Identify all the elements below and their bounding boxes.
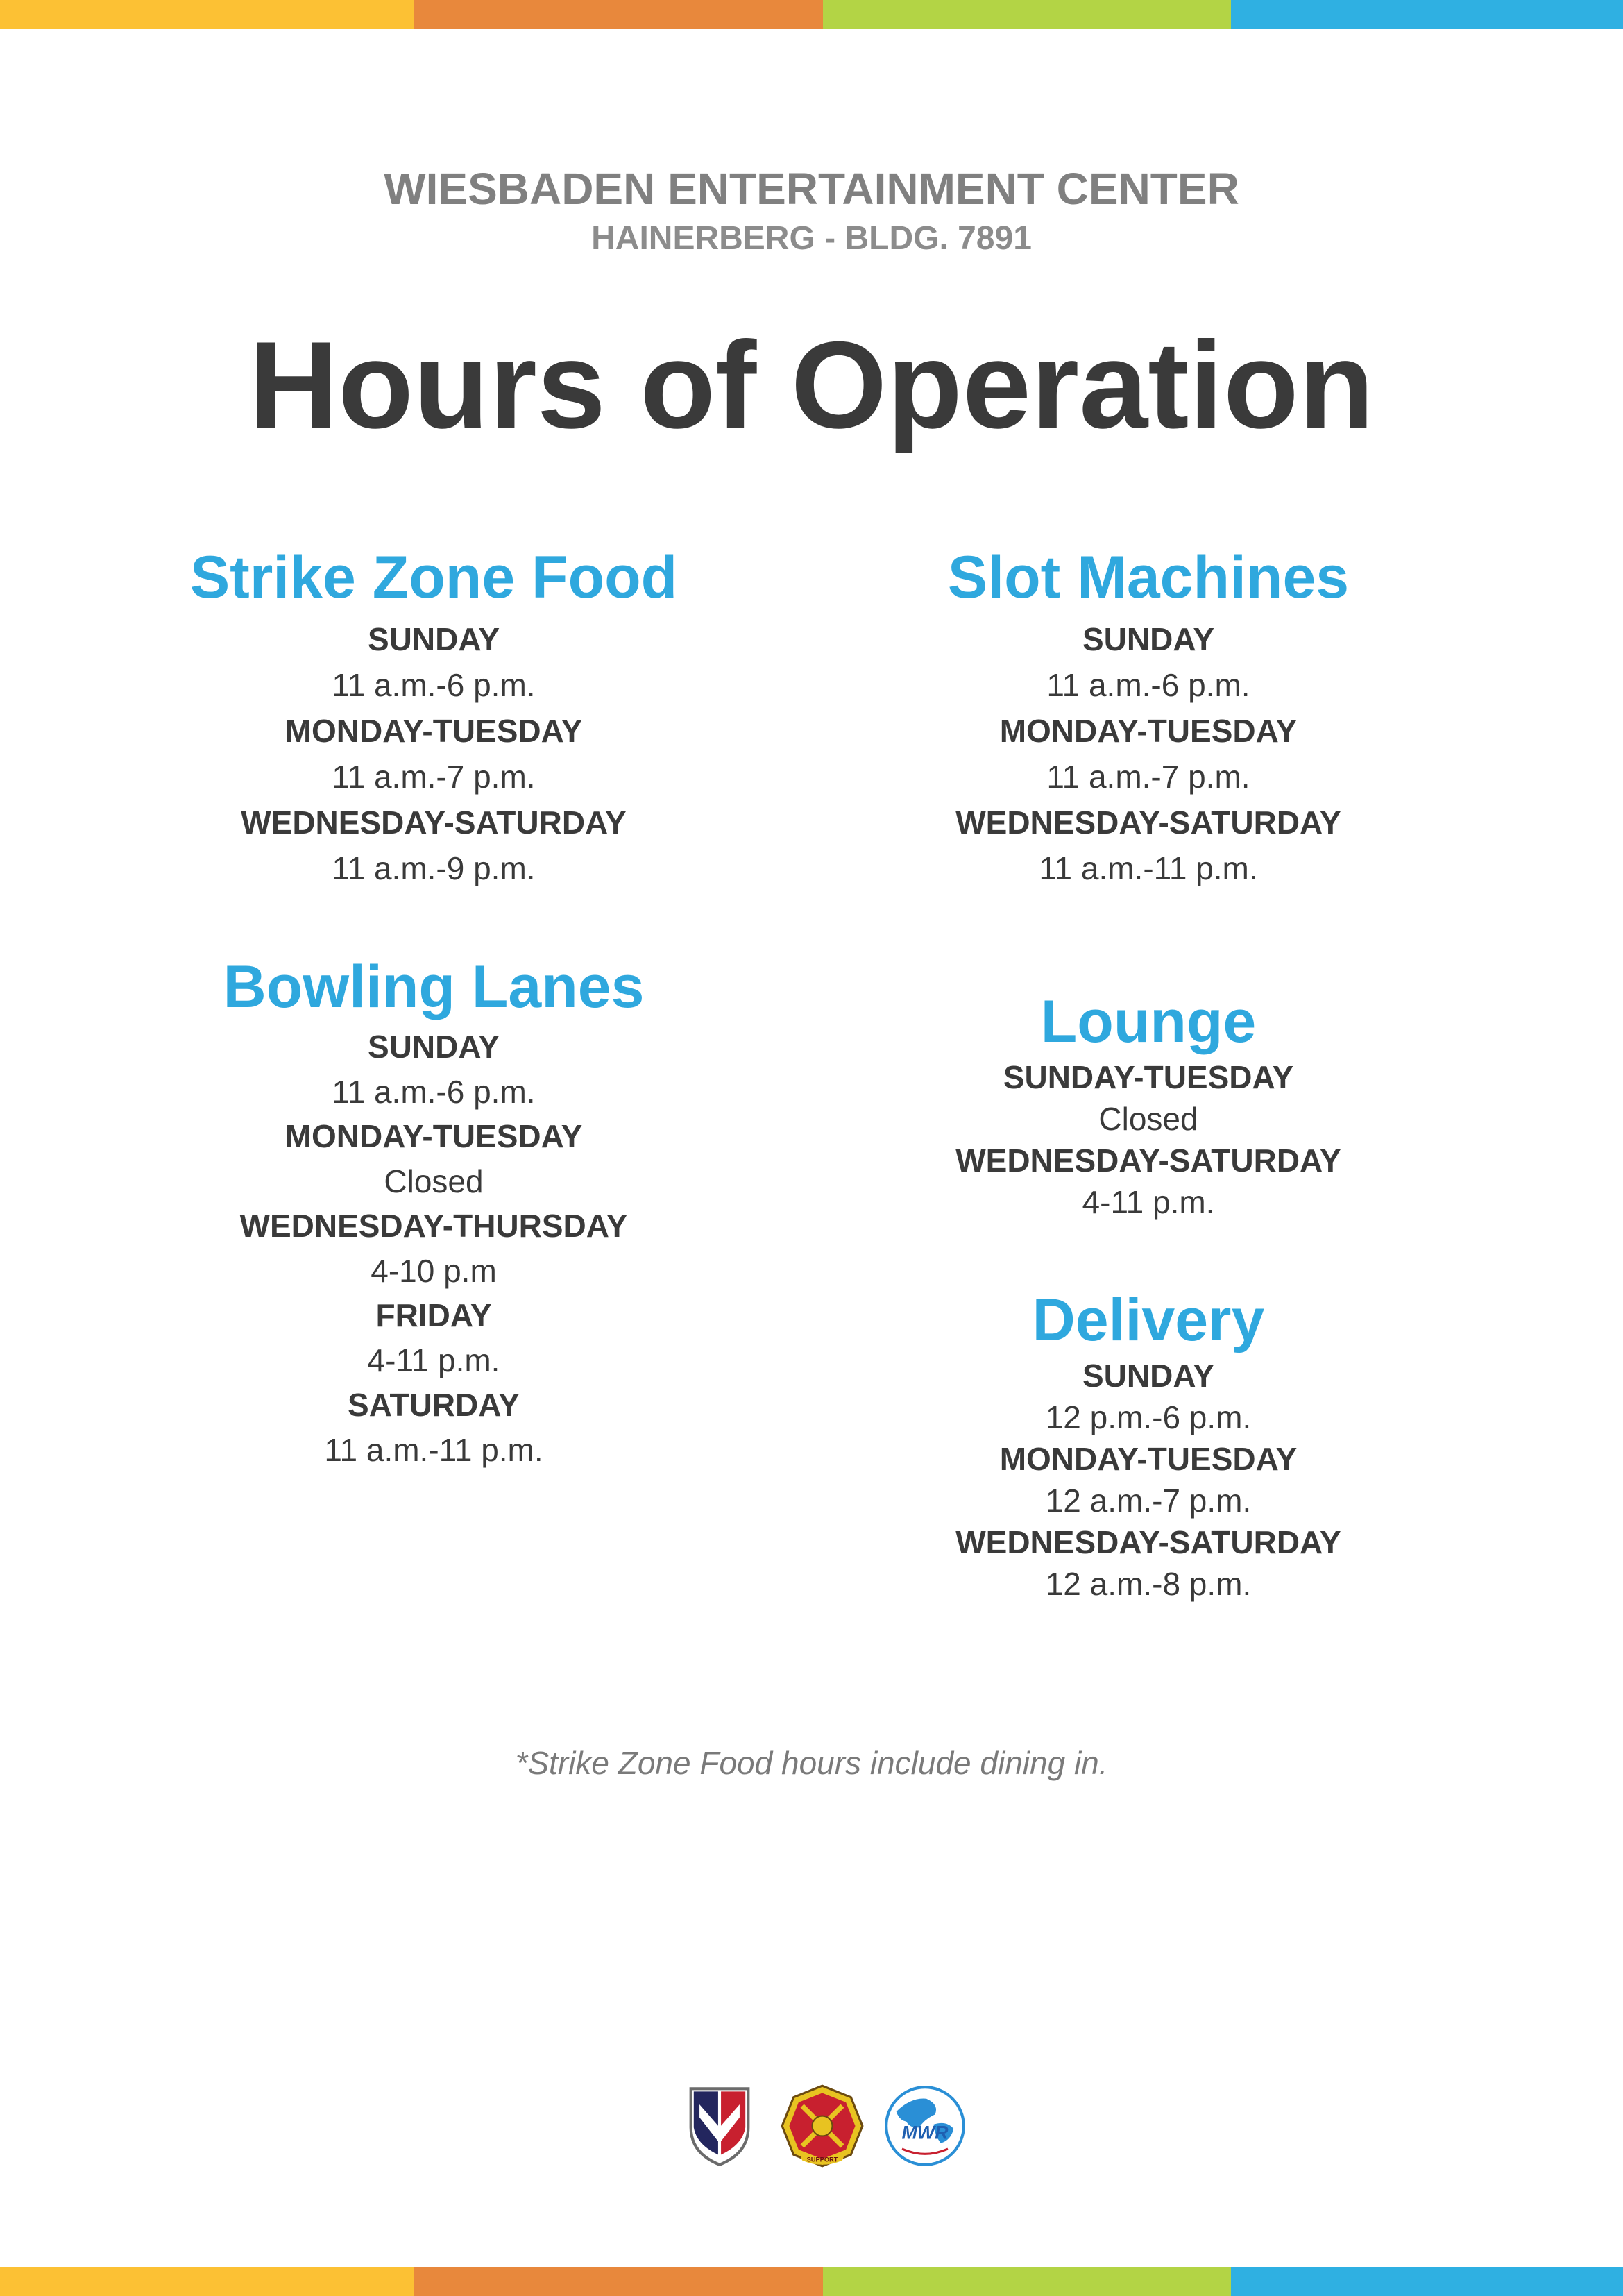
army-materiel-command-shield-icon bbox=[677, 2083, 763, 2169]
day-label: WEDNESDAY-SATURDAY bbox=[241, 804, 627, 841]
bottom-color-stripe bbox=[0, 2267, 1623, 2296]
footnote: *Strike Zone Food hours include dining in. bbox=[515, 1745, 1108, 1781]
section-title: Delivery bbox=[1032, 1287, 1265, 1353]
hours-value: 4-11 p.m. bbox=[1082, 1184, 1215, 1220]
section-slot-machines bbox=[801, 543, 1495, 891]
hours-value: 11 a.m.-9 p.m. bbox=[332, 850, 536, 886]
hours-value: 11 a.m.-11 p.m. bbox=[324, 1431, 543, 1468]
hours-value: Closed bbox=[1098, 1101, 1198, 1137]
day-label: MONDAY-TUESDAY bbox=[284, 713, 583, 749]
hours-value: 11 a.m.-11 p.m. bbox=[1039, 850, 1258, 886]
section-title: Slot Machines bbox=[947, 544, 1350, 611]
day-label: SUNDAY bbox=[1082, 621, 1215, 657]
page-title: Hours of Operation bbox=[248, 316, 1375, 454]
hours-value: 4-10 p.m bbox=[371, 1252, 497, 1289]
section-lounge bbox=[801, 987, 1495, 1223]
mwr-globe-icon bbox=[882, 2083, 968, 2169]
section-bowling-lanes bbox=[87, 952, 781, 1472]
venue-location: HAINERBERG - BLDG. 7891 bbox=[591, 220, 1032, 257]
hours-value: Closed bbox=[384, 1163, 484, 1199]
hours-value: 11 a.m.-6 p.m. bbox=[1046, 667, 1250, 703]
top-color-stripe bbox=[0, 0, 1623, 29]
section-title: Strike Zone Food bbox=[189, 544, 678, 611]
hours-value: 12 a.m.-7 p.m. bbox=[1045, 1483, 1252, 1519]
hours-value: 12 a.m.-8 p.m. bbox=[1045, 1566, 1252, 1602]
day-label: FRIDAY bbox=[375, 1297, 492, 1333]
day-label: WEDNESDAY-SATURDAY bbox=[955, 804, 1341, 841]
hours-value: 11 a.m.-6 p.m. bbox=[332, 1073, 536, 1110]
section-title: Bowling Lanes bbox=[223, 954, 645, 1020]
hours-value: 4-11 p.m. bbox=[367, 1342, 500, 1378]
section-title: Lounge bbox=[1040, 988, 1257, 1055]
day-label: SUNDAY bbox=[1082, 1358, 1215, 1394]
day-label: MONDAY-TUESDAY bbox=[999, 713, 1298, 749]
day-label: SUNDAY bbox=[367, 621, 500, 657]
crest-label: SUPPORT bbox=[806, 2156, 838, 2163]
day-label: SATURDAY bbox=[348, 1387, 520, 1423]
venue-name: WIESBADEN ENTERTAINMENT CENTER bbox=[384, 164, 1239, 214]
installation-management-crest-icon bbox=[779, 2083, 865, 2169]
day-label: SUNDAY-TUESDAY bbox=[1003, 1059, 1294, 1095]
section-strike-zone-food bbox=[87, 543, 781, 891]
day-label: MONDAY-TUESDAY bbox=[284, 1118, 583, 1154]
section-delivery bbox=[801, 1285, 1495, 1605]
hours-value: 11 a.m.-6 p.m. bbox=[332, 667, 536, 703]
day-label: MONDAY-TUESDAY bbox=[999, 1441, 1298, 1477]
day-label: WEDNESDAY-SATURDAY bbox=[955, 1524, 1341, 1560]
hours-value: 11 a.m.-7 p.m. bbox=[1046, 759, 1250, 795]
day-label: WEDNESDAY-SATURDAY bbox=[955, 1142, 1341, 1179]
logo-row bbox=[677, 2081, 968, 2171]
hours-value: 12 p.m.-6 p.m. bbox=[1045, 1399, 1252, 1435]
hours-value: 11 a.m.-7 p.m. bbox=[332, 759, 536, 795]
day-label: SUNDAY bbox=[367, 1029, 500, 1065]
day-label: WEDNESDAY-THURSDAY bbox=[239, 1208, 628, 1244]
mwr-label: MWR bbox=[901, 2122, 949, 2143]
